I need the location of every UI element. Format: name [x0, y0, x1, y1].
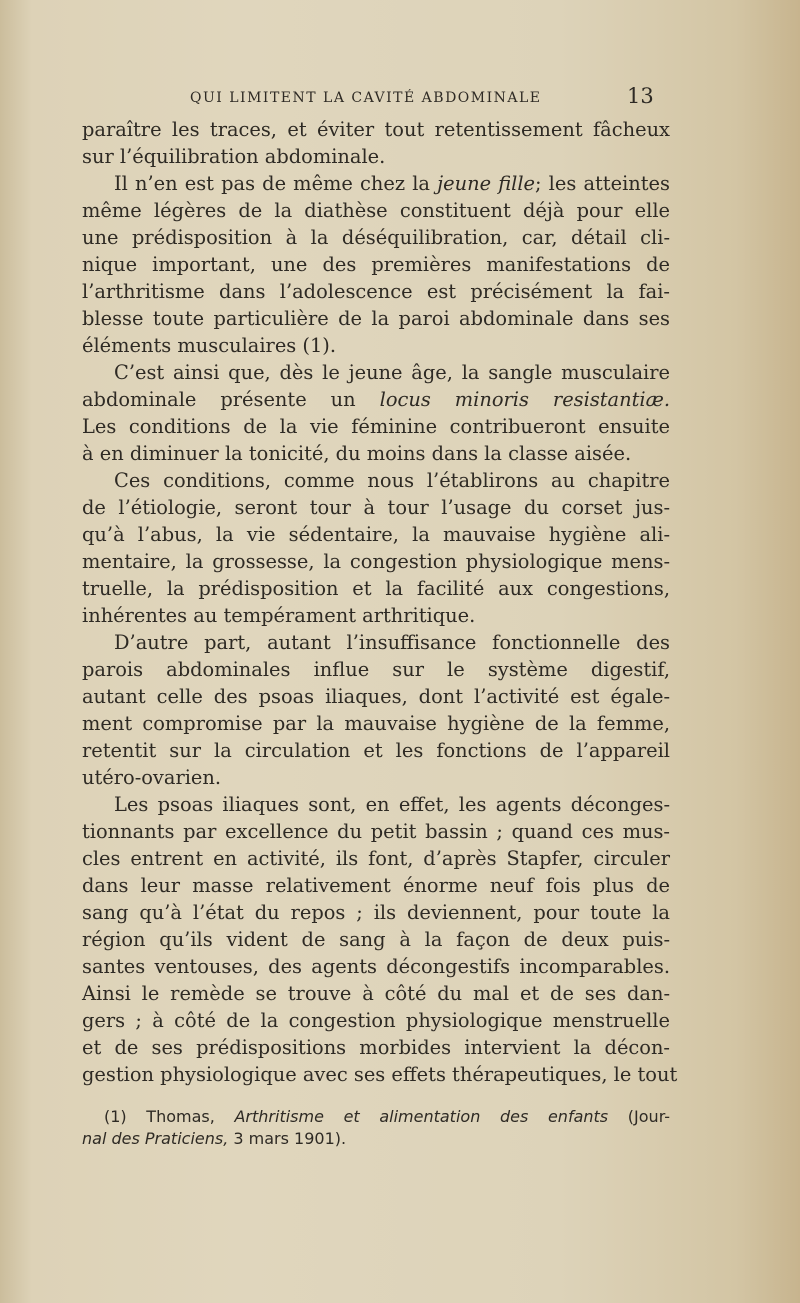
footnote-line: nal des Praticiens, 3 mars 1901).: [82, 1129, 347, 1148]
footnote-journal: nal des Praticiens,: [82, 1129, 229, 1148]
text-line: autant celle des psoas iliaques, dont l’activité est égale-: [82, 685, 670, 708]
footnote-line: (1) Thomas, Arthritisme et alimentation des enfants (Jour-: [104, 1107, 671, 1126]
text-line: région qu’ils vident de sang à la façon de deux puis-: [82, 928, 670, 951]
text-line: Ces conditions, comme nous l’établirons au chapitre: [114, 469, 670, 492]
text-line: abdominale présente un locus minoris resistantiæ.: [82, 388, 670, 411]
text-line: D’autre part, autant l’insuffisance fonctionnelle des: [114, 631, 670, 654]
text-line: Il n’en est pas de même chez la jeune fille; les atteintes: [114, 172, 670, 195]
text-line: truelle, la prédisposition et la facilité aux congestions,: [82, 577, 670, 600]
text-line: de l’étiologie, seront tour à tour l’usage du corset jus-: [82, 496, 670, 519]
italic-phrase: jeune fille: [437, 172, 536, 195]
text-line: retentit sur la circulation et les fonctions de l’appareil: [82, 739, 670, 762]
footnote: [82, 1106, 670, 1150]
text-line: sur l’équilibration abdominale.: [82, 145, 386, 168]
text-line: gestion physiologique avec ses effets thérapeutiques, le tout: [82, 1063, 678, 1086]
text-line: utéro-ovarien.: [82, 766, 222, 789]
text-line: santes ventouses, des agents décongestifs incomparables.: [82, 955, 670, 978]
text-line: gers ; à côté de la congestion physiologique menstruelle: [82, 1009, 670, 1032]
text-line: l’arthritisme dans l’adolescence est précisément la fai-: [82, 280, 670, 303]
page-number: 13: [627, 84, 654, 108]
text-line: même légères de la diathèse constituent déjà pour elle: [82, 199, 670, 222]
text-line: C’est ainsi que, dès le jeune âge, la sangle musculaire: [114, 361, 670, 384]
text-line: parois abdominales influe sur le système digestif,: [82, 658, 670, 681]
text-line: ment compromise par la mauvaise hygiène de la femme,: [82, 712, 670, 735]
text-line: et de ses prédispositions morbides intervient la décon-: [82, 1036, 670, 1059]
text-line: à en diminuer la tonicité, du moins dans la classe aisée.: [82, 442, 632, 465]
italic-phrase: locus minoris resistantiæ.: [379, 388, 670, 411]
text-line: inhérentes au tempérament arthritique.: [82, 604, 476, 627]
body-text: [82, 116, 678, 1088]
footnote-title: Arthritisme et alimentation des enfants: [234, 1107, 609, 1126]
text-line: éléments musculaires (1).: [82, 334, 337, 357]
text-line: mentaire, la grossesse, la congestion physiologique mens-: [82, 550, 670, 573]
text-line: blesse toute particulière de la paroi abdominale dans ses: [82, 307, 670, 330]
text-line: qu’à l’abus, la vie sédentaire, la mauvaise hygiène ali-: [82, 523, 670, 546]
text-line: cles entrent en activité, ils font, d’après Stapfer, circuler: [82, 847, 670, 870]
text-line: une prédisposition à la déséquilibration, car, détail cli-: [82, 226, 670, 249]
text-line: Ainsi le remède se trouve à côté du mal et de ses dan-: [82, 982, 670, 1005]
text-line: nique important, une des premières manifestations de: [82, 253, 670, 276]
text-line: paraître les traces, et éviter tout retentissement fâcheux: [82, 118, 670, 141]
text-line: Les conditions de la vie féminine contribueront ensuite: [82, 415, 670, 438]
text-line: tionnants par excellence du petit bassin ; quand ces mus-: [82, 820, 670, 843]
running-head: [190, 84, 670, 112]
running-head-title: QUI LIMITENT LA CAVITÉ ABDOMINALE: [190, 90, 542, 106]
text-line: dans leur masse relativement énorme neuf fois plus de: [82, 874, 670, 897]
text-line: sang qu’à l’état du repos ; ils deviennent, pour toute la: [82, 901, 670, 924]
text-line: Les psoas iliaques sont, en effet, les agents déconges-: [114, 793, 670, 816]
